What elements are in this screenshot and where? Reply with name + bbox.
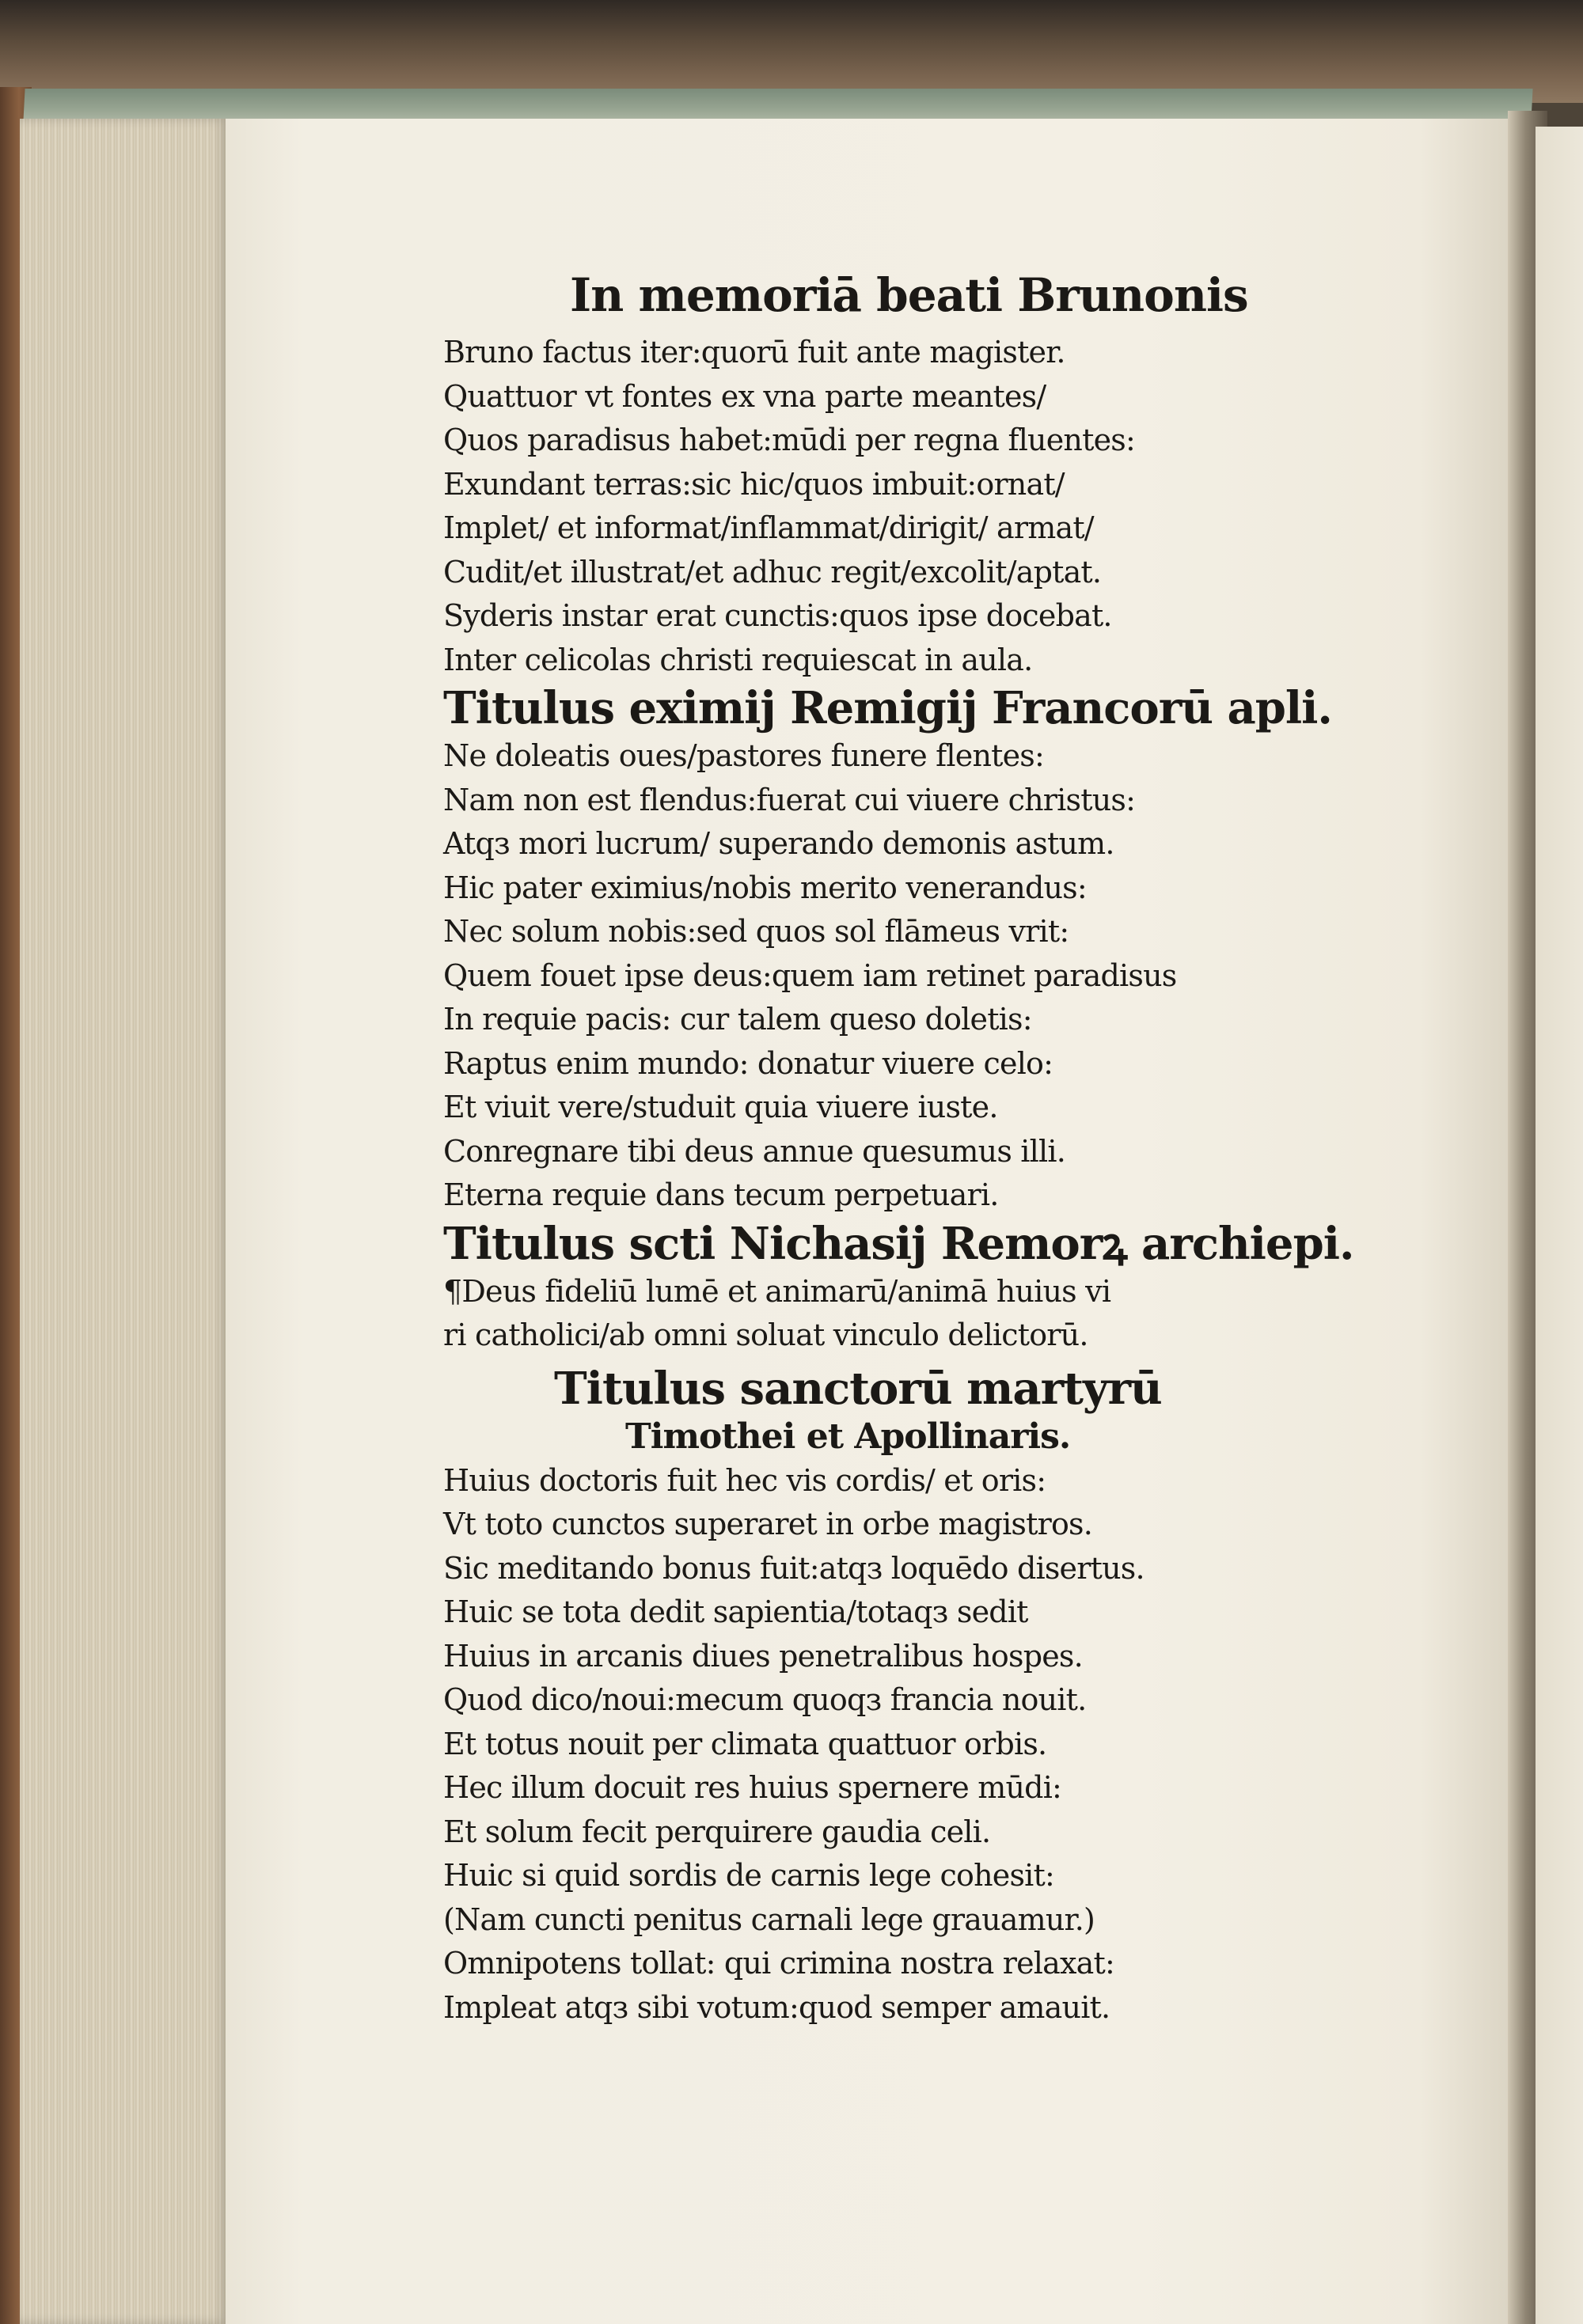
book-cover-top [0,0,1583,103]
verse-line: Et totus nouit per climata quattuor orbis. [443,1726,1047,1761]
subheading-martyrs: Timothei et Apollinaris. [625,1416,1071,1457]
verse-line: Quem fouet ipse deus:quem iam retinet paradisus [443,957,1177,993]
verse-line: (Nam cuncti penitus carnali lege grauamur.) [443,1901,1095,1937]
verse-line: In requie pacis: cur talem queso doletis: [443,1002,1032,1037]
verse-line: Huius doctoris fuit hec vis cordis/ et oris: [443,1462,1046,1498]
page-block-fore-edge [20,119,230,2324]
verse-line: Ne doleatis oues/pastores funere flentes: [443,738,1045,773]
recto-page-edge [1536,127,1583,2324]
verse-line: Cudit/et illustrat/et adhuc regit/excolit/aptat. [443,554,1102,590]
heading-martyrs: Titulus sanctorū martyrū [554,1362,1162,1415]
verses-remigius [443,734,1298,1218]
verses-bruno [443,331,1298,682]
verse-line: Atqз mori lucrum/ superando demonis astum. [443,826,1114,861]
verse-line: Quattuor vt fontes ex vna parte meantes/ [443,378,1046,414]
verse-line: Vt toto cunctos superaret in orbe magistros. [443,1507,1093,1541]
verse-line: Nam non est flendus:fuerat cui viuere christus: [443,782,1136,817]
verse-line: Hec illum docuit res huius spernere mūdi: [443,1770,1062,1805]
verses-martyrs [443,1459,1298,2030]
verse-line: Bruno factus iter:quorū fuit ante magister. [443,335,1065,370]
verses-nichasius [443,1270,1298,1358]
verse-line: Et viuit vere/studuit quia viuere iuste. [443,1090,998,1124]
verse-line: Sic meditando bonus fuit:atqз loquēdo disertus. [443,1550,1145,1586]
verse-line: Omnipotens tollat: qui crimina nostra relaxat: [443,1946,1114,1981]
verse-line: Conregnare tibi deus annue quesumus illi. [443,1133,1066,1169]
verse-line: Raptus enim mundo: donatur viuere celo: [443,1045,1053,1081]
heading-nichasius: Titulus scti Nichasij Remorꝝ archiepi. [443,1217,1354,1270]
verse-line: Impleat atqз sibi votum:quod semper amauit. [443,1989,1110,2025]
verse-line: Nec solum nobis:sed quos sol flāmeus vrit: [443,914,1069,949]
verse-line: Eterna requie dans tecum perpetuari. [443,1177,999,1212]
verse-line: ¶Deus fideliū lumē et animarū/animā huius vi [443,1273,1111,1309]
page-title: In memoriā beati Brunonis [570,268,1248,322]
verse-line: Implet/ et informat/inflammat/dirigit/ armat/ [443,510,1094,545]
verse-line: Hic pater eximius/nobis merito venerandus: [443,870,1087,905]
verse-line: Quod dico/noui:mecum quoqз francia nouit. [443,1682,1087,1717]
verse-line: Huic se tota dedit sapientia/totaqз sedit [443,1594,1028,1629]
verse-line: Huius in arcanis diues penetralibus hospes. [443,1638,1083,1674]
heading-remigius: Titulus eximij Remigij Francorū apli. [443,682,1332,734]
text-block [443,268,1354,2030]
verse-line: Inter celicolas christi requiescat in aula. [443,642,1033,677]
verse-line: Huic si quid sordis de carnis lege cohesit: [443,1858,1055,1893]
verse-line: Quos paradisus habet:mūdi per regna fluentes: [443,423,1135,457]
verse-line: ri catholici/ab omni soluat vinculo delictorū. [443,1317,1088,1352]
verse-line: Et solum fecit perquirere gaudia celi. [443,1814,991,1849]
verse-line: Exundant terras:sic hic/quos imbuit:ornat/ [443,466,1065,502]
verse-line: Syderis instar erat cunctis:quos ipse docebat. [443,598,1112,633]
